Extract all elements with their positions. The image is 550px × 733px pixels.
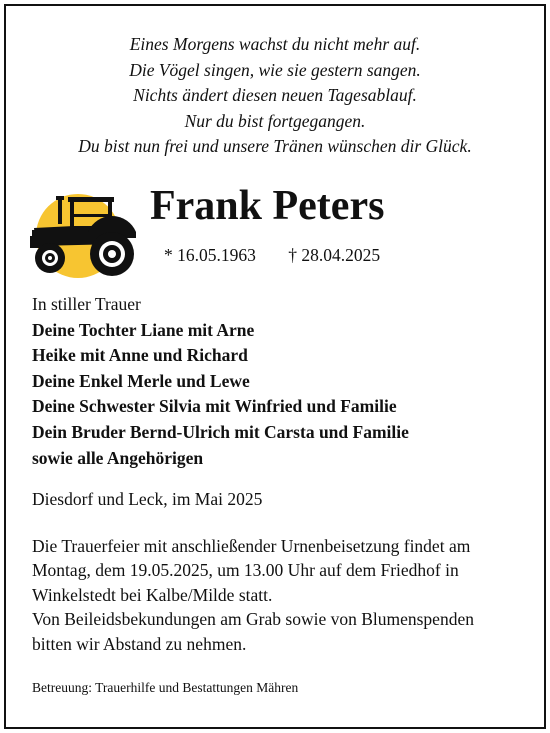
- poem-line: Du bist nun frei und unsere Tränen wünschen dir Glück.: [78, 136, 472, 156]
- mourner-line: Heike mit Anne und Richard: [32, 345, 248, 366]
- poem-line: Nichts ändert diesen neuen Tagesablauf.: [133, 85, 417, 105]
- funeral-notice: [32, 534, 474, 656]
- notice-line: bitten wir Abstand zu nehmen.: [32, 633, 247, 654]
- notice-line: Montag, dem 19.05.2025, um 13.00 Uhr auf dem Friedhof in: [32, 560, 459, 581]
- mourner-line: sowie alle Angehörigen: [32, 447, 204, 468]
- funeral-home-credit: Betreuung: Trauerhilfe und Bestattungen Mähren: [32, 680, 299, 695]
- mourner-line: Dein Bruder Bernd-Ulrich mit Carsta und Familie: [32, 421, 409, 442]
- notice-line: Winkelstedt bei Kalbe/Milde statt.: [32, 584, 273, 605]
- place-and-date: Diesdorf und Leck, im Mai 2025: [32, 489, 263, 509]
- poem-line: Die Vögel singen, wie sie gestern sangen.: [129, 59, 421, 80]
- life-dates: [164, 244, 380, 266]
- front-wheel: [35, 243, 65, 273]
- death-date: † 28.04.2025: [288, 245, 381, 265]
- birth-date: * 16.05.1963: [164, 245, 256, 265]
- mourners-list: [32, 292, 409, 471]
- notice-line: Die Trauerfeier mit anschließender Urnenbeisetzung findet am: [32, 536, 471, 556]
- poem-line: Nur du bist fortgegangen.: [184, 110, 366, 131]
- mourning-intro: In stiller Trauer: [32, 294, 141, 314]
- poem-line: Eines Morgens wachst du nicht mehr auf.: [129, 34, 421, 54]
- mourner-line: Deine Schwester Silvia mit Winfried und Familie: [32, 396, 397, 417]
- rear-wheel: [90, 232, 134, 276]
- tractor-icon: [26, 186, 138, 278]
- deceased-name: Frank Peters: [150, 183, 385, 229]
- mourner-line: Deine Tochter Liane mit Arne: [32, 319, 255, 340]
- poem: [0, 32, 550, 160]
- notice-line: Von Beileidsbekundungen am Grab sowie von Blumenspenden: [32, 609, 474, 630]
- mourner-line: Deine Enkel Merle und Lewe: [32, 370, 250, 391]
